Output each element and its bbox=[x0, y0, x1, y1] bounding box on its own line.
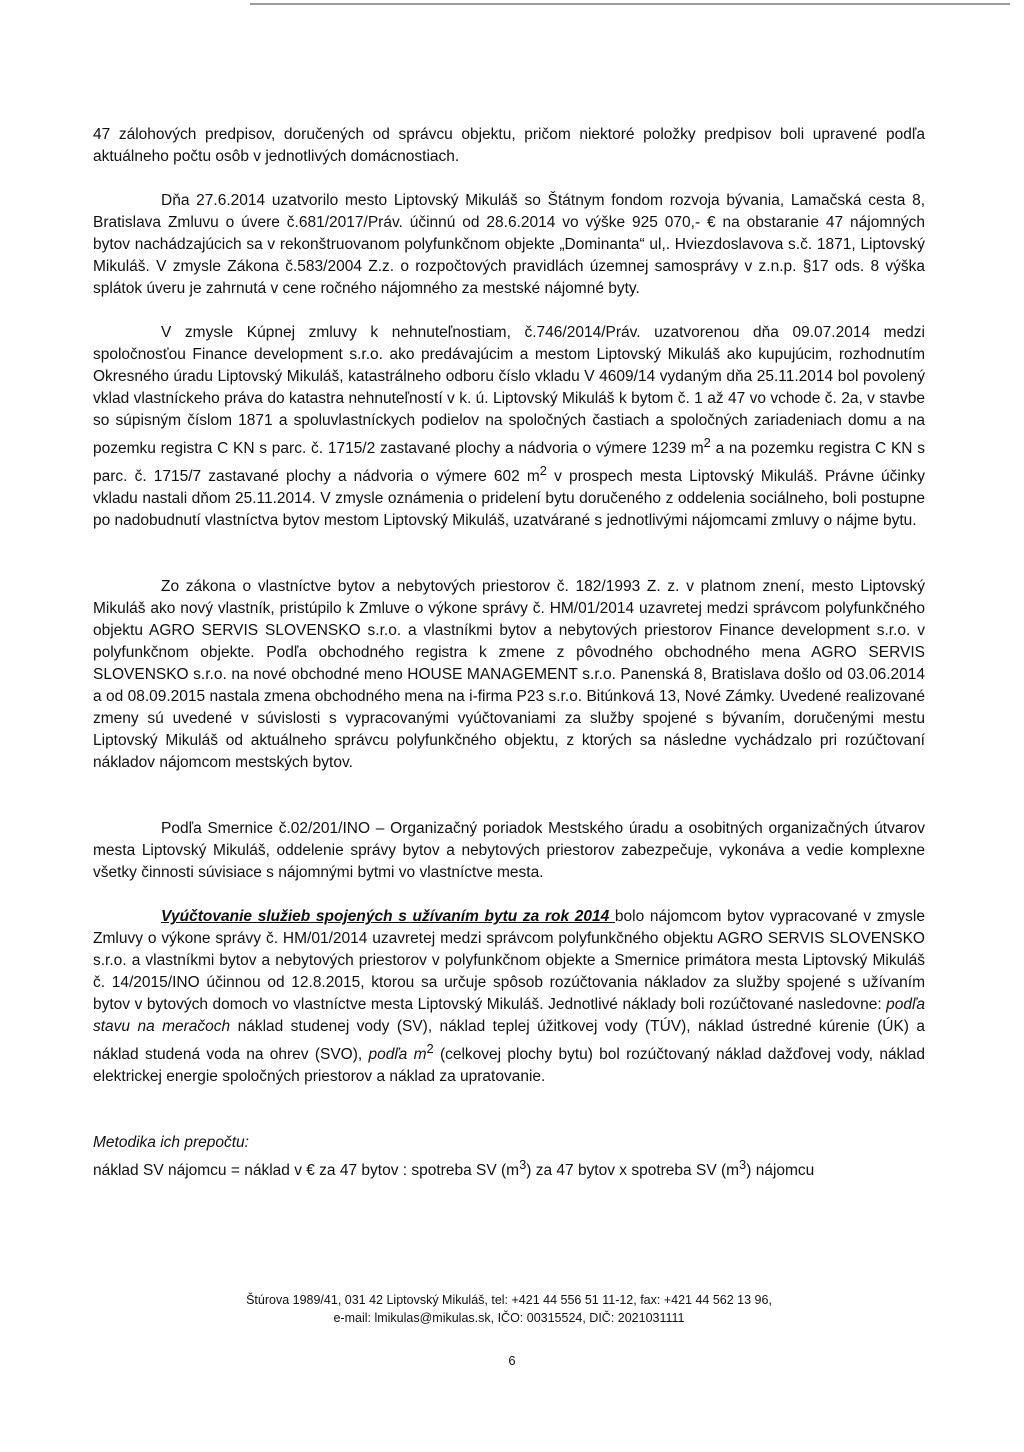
footer-address: Štúrova 1989/41, 031 42 Liptovský Mikuláš, tel: +421 44 556 51 11-12, fax: +421 44 562 13 96, bbox=[246, 1293, 772, 1307]
billing-text-c: (celkovej plochy bytu) bol rozúčtovaný náklad dažďovej vody, náklad elektrickej energie spoločných priestorov a náklad za upratovanie. bbox=[93, 1046, 925, 1086]
billing-text-b: náklad studenej vody (SV), náklad teplej úžitkovej vody (TÚV), náklad ústredné kúrenie (ÚK) a náklad studená voda na ohrev (SVO), bbox=[93, 1018, 925, 1064]
billing-em-area: podľa m bbox=[368, 1046, 427, 1064]
formula-text-a: náklad SV nájomcu = náklad v € za 47 bytov : spotreba SV (m bbox=[93, 1162, 520, 1180]
purchase-text-a: V zmysle Kúpnej zmluvy k nehnuteľnostiam, č.746/2014/Práv. uzatvorenou dňa 09.07.2014 medzi spoločnosťou Finance development s.r.o. ako predávajúcim a mestom Liptovský Mikuláš ako kupujúcim, rozhodnutím Okresného úradu Liptovský Mikuláš, katastrálneho odboru číslo vkladu V 4609/14 vydaným dňa 25.11.2014 bol povolený vklad vlastníckeho práva do katastra nehnuteľností v k. ú. Liptovský Mikuláš k bytom č. 1 až 47 vo vchode č. 2a, v stavbe so súpisným číslom 1871 a spoluvlastníckych podielov na spoločných častiach a spoločných zariadeniach domu a na pozemku registra C KN s parc. č. 1715/2 zastavané plochy a nádvoria o výmere 1239 m bbox=[93, 324, 925, 458]
formula-text-c: ) nájomcu bbox=[746, 1162, 815, 1180]
formula-sup-1: 3 bbox=[519, 1157, 527, 1173]
paragraph-advance-payments: 47 zálohových predpisov, doručených od správcu objektu, pričom niektoré položky predpisov boli upravené podľa aktuálneho počtu osôb v jednotlivých domácnostiach. bbox=[93, 126, 925, 165]
paragraph-ownership-law: Zo zákona o vlastníctve bytov a nebytových priestorov č. 182/1993 Z. z. v platnom znení, mesto Liptovský Mikuláš ako nový vlastník, pristúpilo k Zmluve o výkone správy č. HM/01/2014 uzavretej medzi správcom polyfunkčného objektu AGRO SERVIS SLOVENSKO s.r.o. a vlastníkmi bytov a nebytových priestorov Finance development s.r.o. v polyfunkčnom objekte. Podľa obchodného registra k zmene z pôvodného obchodného mena AGRO SERVIS SLOVENSKO s.r.o. na nové obchodné meno HOUSE MANAGEMENT s.r.o. Panenská 8, Bratislava došlo od 03.06.2014 a od 08.09.2015 nastala zmena obchodného mena na i-firma P23 s.r.o. Bitúnková 13, Nové Zámky. Uvedené realizované zmeny sú uvedené v súvislosti s vypracovanými vyúčtovaniami za služby spojené s bývaním, doručenými mestu Liptovský Mikuláš od aktuálneho správcu polyfunkčného objektu, z ktorých sa následne vychádzalo pri rozúčtovaní nákladov nájomcom mestských bytov. bbox=[93, 578, 925, 772]
paragraph-billing bbox=[93, 906, 925, 1088]
methodology-formula bbox=[93, 1154, 925, 1182]
billing-em-meters: podľa stavu na meračoch bbox=[93, 996, 925, 1036]
footer-contact: e-mail: lmikulas@mikulas.sk, IČO: 00315524, DIČ: 2021031111 bbox=[333, 1311, 685, 1325]
billing-sup: 2 bbox=[426, 1041, 434, 1057]
billing-text-a: bolo nájomcom bytov vypracované v zmysle Zmluvy o výkone správy č. HM/01/2014 uzavretej medzi správcom polyfunkčného objektu AGRO SERVIS SLOVENSKO s.r.o. a vlastníkmi bytov a nebytových priestorov v polyfunkčnom objekte a Smernice primátora mesta Liptovský Mikuláš č. 14/2015/INO účinnou od 12.8.2015, ktorou sa určuje spôsob rozúčtovania nákladov za služby spojené s užívaním bytov v bytových domoch vo vlastníctve mesta Liptovský Mikuláš. Jednotlivé náklady boli rozúčtované nasledovne: bbox=[93, 908, 925, 1014]
purchase-text-b: a na pozemku registra C KN s parc. č. 1715/7 zastavané plochy a nádvoria o výmere 602 m bbox=[93, 440, 925, 486]
page-number: 6 bbox=[508, 1353, 516, 1368]
top-rule bbox=[250, 3, 1010, 5]
paragraph-purchase-agreement bbox=[93, 322, 925, 532]
formula-sup-2: 3 bbox=[739, 1157, 747, 1173]
billing-title: Vyúčtovanie služieb spojených s užívaním bytu za rok 2014 bbox=[161, 908, 615, 926]
paragraph-directive: Podľa Smernice č.02/201/INO – Organizačný poriadok Mestského úradu a osobitných organizačných útvarov mesta Liptovský Mikuláš, oddelenie správy bytov a nebytových priestorov zabezpečuje, vykonáva a vedie komplexne všetky činnosti súvisiace s nájomnými bytmi vo vlastníctve mesta. bbox=[93, 820, 925, 882]
purchase-sup-1: 2 bbox=[703, 435, 711, 450]
paragraph-loan-agreement: Dňa 27.6.2014 uzatvorilo mesto Liptovský Mikuláš so Štátnym fondom rozvoja bývania, Lamačská cesta 8, Bratislava Zmluvu o úvere č.681/2017/Práv. účinnú od 28.6.2014 vo výške 925 070,- € na obstaranie 47 nájomných bytov nachádzajúcich sa v rekonštruovanom polyfunkčnom objekte „Dominanta“ ul,. Hviezdoslavova s.č. 1871, Liptovský Mikuláš. V zmysle Zákona č.583/2004 Z.z. o rozpočtových pravidlách územnej samosprávy v z.n.p. §17 ods. 8 výška splátok úveru je zahrnutá v cene ročného nájomného za mestské nájomné byty. bbox=[93, 192, 925, 297]
purchase-text-c: v prospech mesta Liptovský Mikuláš. Právne účinky vkladu nastali dňom 25.11.2014. V zmysle oznámenia o pridelení bytu doručeného z oddelenia sociálneho, boli postupne po nadobudnutí vlastníctva bytov mestom Liptovský Mikuláš, uzatvárané s jednotlivými nájomcami zmluvy o nájme bytu. bbox=[93, 468, 925, 530]
methodology-title: Metodika ich prepočtu: bbox=[93, 1134, 249, 1152]
page-footer bbox=[93, 1291, 925, 1327]
formula-text-b: ) za 47 bytov x spotreba SV (m bbox=[526, 1162, 740, 1180]
document-body bbox=[93, 124, 925, 1183]
purchase-sup-2: 2 bbox=[539, 463, 547, 479]
